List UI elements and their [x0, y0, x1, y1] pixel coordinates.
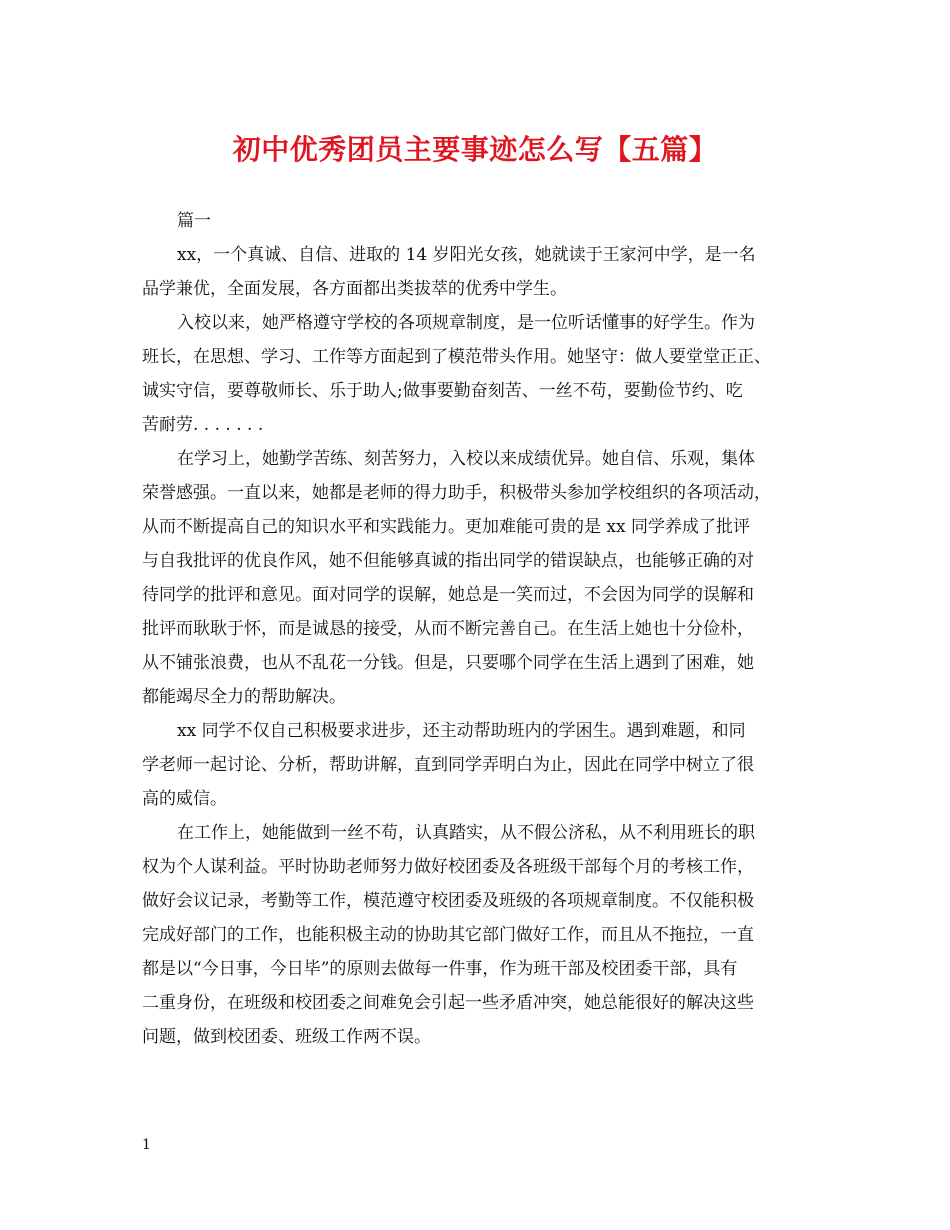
- paragraph-line: 班长，在思想、学习、工作等方面起到了模范带头作用。她坚守：做人要堂堂正正、: [142, 347, 771, 367]
- paragraph-line: xx 同学不仅自己积极要求进步，还主动帮助班内的学困生。遇到难题，和同: [177, 721, 746, 741]
- paragraph: [142, 238, 818, 306]
- paragraph-line: 从不铺张浪费，也从不乱花一分钱。但是，只要哪个同学在生活上遇到了困难，她: [142, 653, 754, 673]
- paragraph-line: 高的威信。: [142, 789, 227, 809]
- paragraph-line: 权为个人谋利益。平时协助老师努力做好校团委及各班级干部每个月的考核工作，: [142, 857, 754, 877]
- paragraph: [142, 714, 818, 816]
- paragraph-line: 待同学的批评和意见。面对同学的误解，她总是一笑而过，不会因为同学的误解和: [142, 585, 754, 605]
- section-heading: 篇一: [177, 211, 211, 231]
- paragraph-line: 在学习上，她勤学苦练、刻苦努力，入校以来成绩优异。她自信、乐观，集体: [177, 449, 755, 469]
- paragraph-line: 完成好部门的工作，也能积极主动的协助其它部门做好工作，而且从不拖拉，一直: [142, 925, 754, 945]
- paragraph-line: 与自我批评的优良作风，她不但能够真诚的指出同学的错误缺点，也能够正确的对: [142, 551, 754, 571]
- paragraph-line: 二重身份，在班级和校团委之间难免会引起一些矛盾冲突，她总能很好的解决这些: [142, 993, 754, 1013]
- paragraph-line: 在工作上，她能做到一丝不苟，认真踏实，从不假公济私，从不利用班长的职: [177, 823, 755, 843]
- paragraph-line: 苦耐劳. . . . . . .: [142, 415, 264, 435]
- paragraph-line: 都是以“今日事，今日毕”的原则去做每一件事，作为班干部及校团委干部，具有: [142, 959, 738, 979]
- paragraph: [142, 816, 818, 1054]
- paragraph-line: 入校以来，她严格遵守学校的各项规章制度，是一位听话懂事的好学生。作为: [177, 313, 755, 333]
- paragraph-line: 学老师一起讨论、分析，帮助讲解，直到同学弄明白为止，因此在同学中树立了很: [142, 755, 754, 775]
- paragraph-line: 做好会议记录，考勤等工作，模范遵守校团委及班级的各项规章制度。不仅能积极: [142, 891, 754, 911]
- paragraph-line: 荣誉感强。一直以来，她都是老师的得力助手，积极带头参加学校组织的各项活动，: [142, 483, 771, 503]
- document-body: [142, 204, 818, 1054]
- document-title: 初中优秀团员主要事迹怎么写【五篇】: [232, 133, 718, 166]
- paragraph-line: 批评而耿耿于怀，而是诚恳的接受，从而不断完善自己。在生活上她也十分俭朴，: [142, 619, 754, 639]
- paragraph-line: 诚实守信，要尊敬师长、乐于助人;做事要勤奋刻苦、一丝不苟，要勤俭节约、吃: [142, 381, 743, 401]
- page-number: 1: [142, 1137, 151, 1153]
- paragraph-line: 都能竭尽全力的帮助解决。: [142, 687, 346, 707]
- paragraph-line: xx，一个真诚、自信、进取的 14 岁阳光女孩，她就读于王家河中学，是一名: [177, 245, 756, 265]
- paragraph: [142, 306, 818, 442]
- paragraph: [142, 442, 818, 714]
- paragraph-line: 从而不断提高自己的知识水平和实践能力。更加难能可贵的是 xx 同学养成了批评: [142, 517, 750, 537]
- paragraph-line: 品学兼优，全面发展，各方面都出类拔萃的优秀中学生。: [142, 279, 567, 299]
- paragraph-line: 问题，做到校团委、班级工作两不误。: [142, 1027, 431, 1047]
